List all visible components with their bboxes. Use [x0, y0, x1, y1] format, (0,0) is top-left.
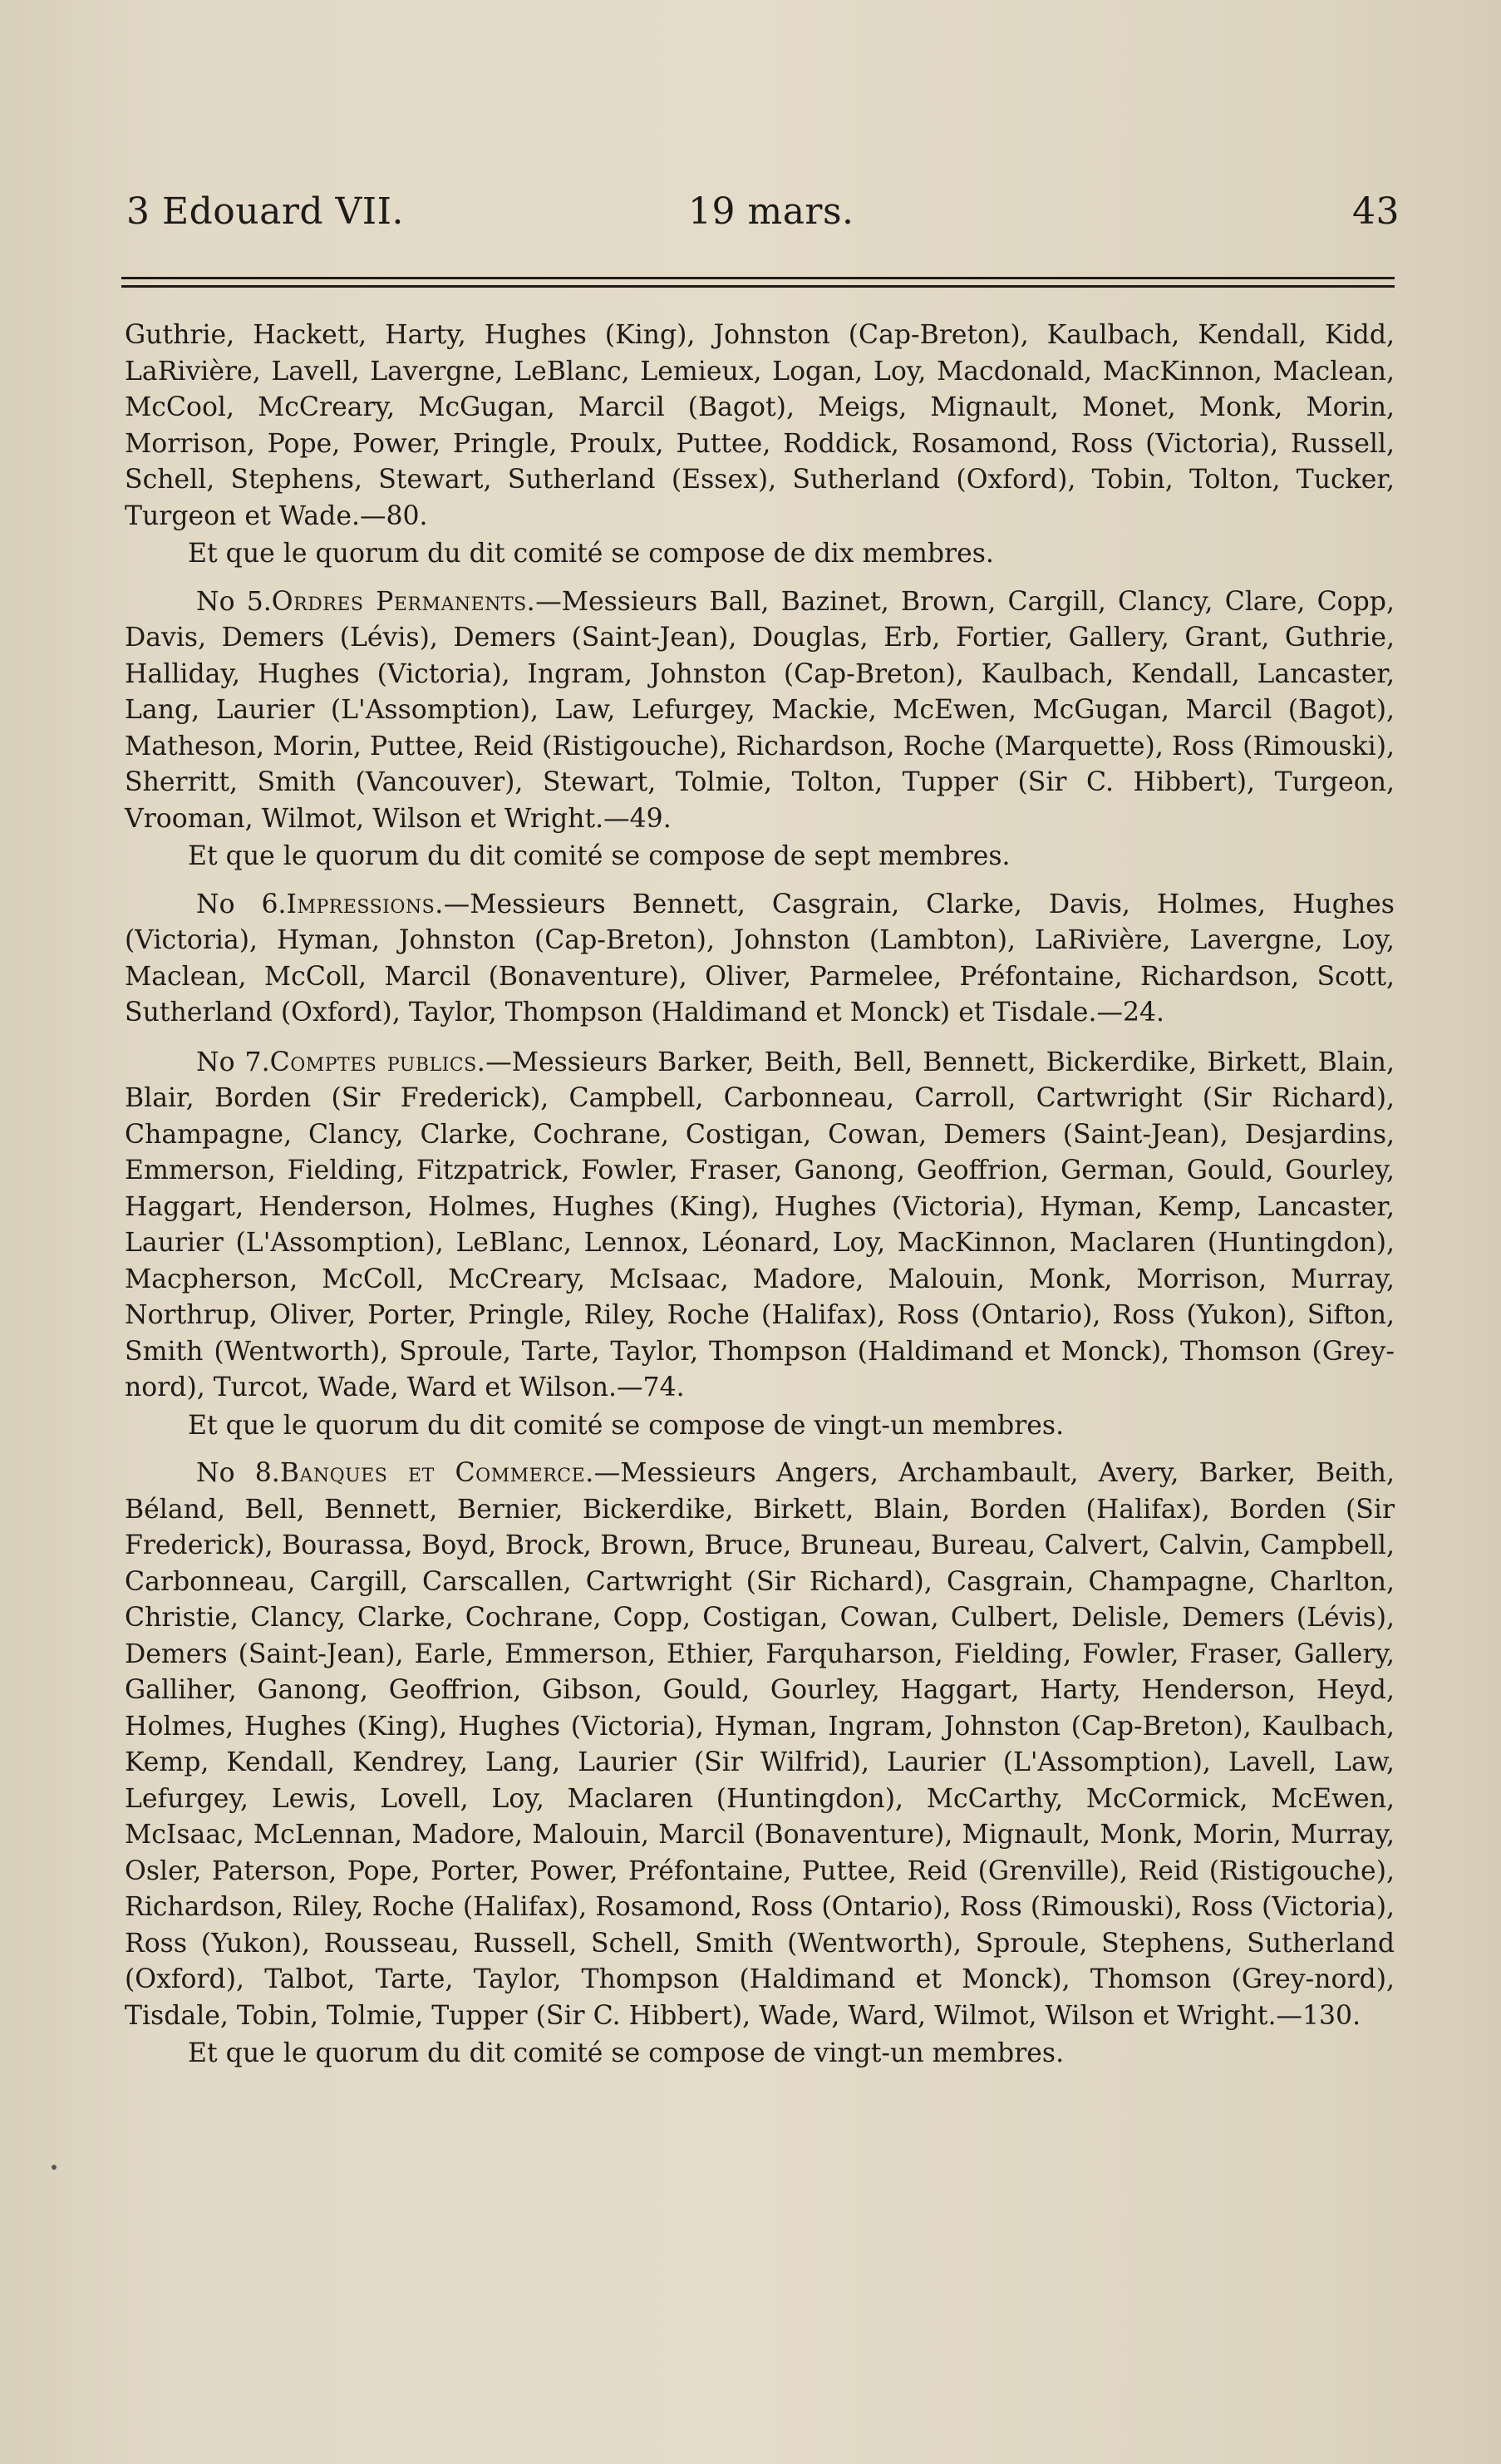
margin-mark [52, 2165, 57, 2170]
committee-number: No 6. [196, 889, 287, 919]
quorum-statement: Et que le quorum du dit comité se compose de sept membres. [188, 841, 1011, 871]
committee-members: —Messieurs Ball, Bazinet, Brown, Cargill, Clancy, Clare, Copp, Davis, Demers (Lévis), Demers (Saint-Jean), Douglas, Erb, Fortier, Gallery, Grant, Guthrie, Halliday, Hughes (Victoria), Ingram, Johnston (Cap-Breton), Kaulbach, Kendall, Lancaster, Lang, Laurier (L'Assomption), Law, Lefurgey, Mackie, McEwen, McGugan, Marcil (Bagot), Matheson, Morin, Puttee, Reid (Ristigouche), Richardson, Roche (Marquette), Ross (Rimouski), Sherritt, Smith (Vancouver), Stewart, Tolmie, Tolton, Tupper (Sir C. Hibbert), Turgeon, Vrooman, Wilmot, Wilson et Wright.—49. [125, 586, 1395, 834]
page-number: 43 [1352, 190, 1400, 233]
members-list-continued: Guthrie, Hackett, Harty, Hughes (King), Johnston (Cap-Breton), Kaulbach, Kendall, Kidd, LaRivière, Lavell, Lavergne, LeBlanc, Lemieux, Logan, Loy, Macdonald, MacKinnon, Maclean, McCool, McCreary, McGugan, Marcil (Bagot), Meigs, Mignault, Monet, Monk, Morin, Morrison, Pope, Power, Pringle, Proulx, Puttee, Roddick, Rosamond, Ross (Victoria), Russell, Schell, Stephens, Stewart, Sutherland (Essex), Sutherland (Oxford), Tobin, Tolton, Tucker, Turgeon et Wade.—80. [125, 320, 1395, 531]
committee-members: —Messieurs Angers, Archambault, Avery, Barker, Beith, Béland, Bell, Bennett, Bernier, Bickerdike, Birkett, Blain, Borden (Halifax), Borden (Sir Frederick), Bourassa, Boyd, Brock, Brown, Bruce, Bruneau, Bureau, Calvert, Calvin, Campbell, Carbonneau, Cargill, Carscallen, Cartwright (Sir Richard), Casgrain, Champagne, Charlton, Christie, Clancy, Clarke, Cochrane, Copp, Costigan, Cowan, Culbert, Delisle, Demers (Lévis), Demers (Saint-Jean), Earle, Emmerson, Ethier, Farquharson, Fielding, Fowler, Fraser, Gallery, Galliher, Ganong, Geoffrion, Gibson, Gould, Gourley, Haggart, Harty, Henderson, Heyd, Holmes, Hughes (King), Hughes (Victoria), Hyman, Ingram, Johnston (Cap-Breton), Kaulbach, Kemp, Kendall, Kendrey, Lang, Laurier (Sir Wilfrid), Laurier (L'Assomption), Lavell, Law, Lefurgey, Lewis, Lovell, Loy, Maclaren (Huntingdon), McCarthy, McCormick, McEwen, McIsaac, McLennan, Madore, Malouin, Marcil (Bonaventure), Mignault, Monk, Morin, Murray, Osler, Paterson, Pope, Porter, Power, Préfontaine, Puttee, Reid (Grenville), Reid (Ristigouche), Richardson, Riley, Roche (Halifax), Rosamond, Ross (Ontario), Ross (Rimouski), Ross (Victoria), Ross (Yukon), Rousseau, Russell, Schell, Smith (Wentworth), Sproule, Stephens, Sutherland (Oxford), Talbot, Tarte, Taylor, Thompson (Haldimand et Monck), Thomson (Grey-nord), Tisdale, Tobin, Tolmie, Tupper (Sir C. Hibbert), Wade, Ward, Wilmot, Wilson et Wright.—130. [125, 1458, 1395, 2031]
committee-section [125, 1456, 1395, 2034]
header-rule-top [121, 277, 1395, 279]
committee-number: No 8. [196, 1458, 280, 1488]
committee-members: —Messieurs Barker, Beith, Bell, Bennett, Bickerdike, Birkett, Blain, Blair, Borden (Sir Frederick), Campbell, Carbonneau, Carroll, Cartwright (Sir Richard), Champagne, Clancy, Clarke, Cochrane, Costigan, Cowan, Demers (Saint-Jean), Desjardins, Emmerson, Fielding, Fitzpatrick, Fowler, Fraser, Ganong, Geoffrion, German, Gould, Gourley, Haggart, Henderson, Holmes, Hughes (King), Hughes (Victoria), Hyman, Kemp, Lancaster, Laurier (L'Assomption), LeBlanc, Lennox, Léonard, Loy, MacKinnon, Maclaren (Huntingdon), Macpherson, McColl, McCreary, McIsaac, Madore, Malouin, Monk, Morrison, Murray, Northrup, Oliver, Porter, Pringle, Riley, Roche (Halifax), Ross (Ontario), Ross (Yukon), Sifton, Smith (Wentworth), Sproule, Tarte, Taylor, Thompson (Haldimand et Monck), Thomson (Grey-nord), Turcot, Wade, Ward et Wilson.—74. [125, 1047, 1395, 1402]
committee-section [125, 887, 1395, 1032]
header-session: 3 Edouard VII. [126, 190, 405, 233]
committee-members: —Messieurs Bennett, Casgrain, Clarke, Davis, Holmes, Hughes (Victoria), Hyman, Johnston (Cap-Breton), Johnston (Lambton), LaRivière, Lavergne, Loy, Maclean, McColl, Marcil (Bonaventure), Oliver, Parmelee, Préfontaine, Richardson, Scott, Sutherland (Oxford), Taylor, Thompson (Haldimand et Monck) et Tisdale.—24. [125, 889, 1395, 1027]
committee-title: Comptes publics. [269, 1047, 486, 1077]
quorum-statement: Et que le quorum du dit comité se compose de dix membres. [188, 539, 994, 569]
page-header [126, 190, 1400, 248]
committee-number: No 7. [196, 1047, 270, 1077]
quorum-statement: Et que le quorum du dit comité se compose de vingt-un membres. [188, 2038, 1065, 2068]
committee-title: Ordres Permanents. [271, 586, 536, 617]
quorum-statement: Et que le quorum du dit comité se compose de vingt-un membres. [188, 1410, 1065, 1441]
header-date: 19 mars. [688, 190, 854, 233]
committee-section [125, 1045, 1395, 1407]
committee-title: Banques et Commerce. [279, 1458, 594, 1488]
committee-section [125, 584, 1395, 838]
header-rule-bottom [121, 285, 1395, 288]
committee-title: Impressions. [286, 889, 444, 919]
body-text [125, 318, 1395, 2084]
committee-number: No 5. [196, 586, 272, 617]
